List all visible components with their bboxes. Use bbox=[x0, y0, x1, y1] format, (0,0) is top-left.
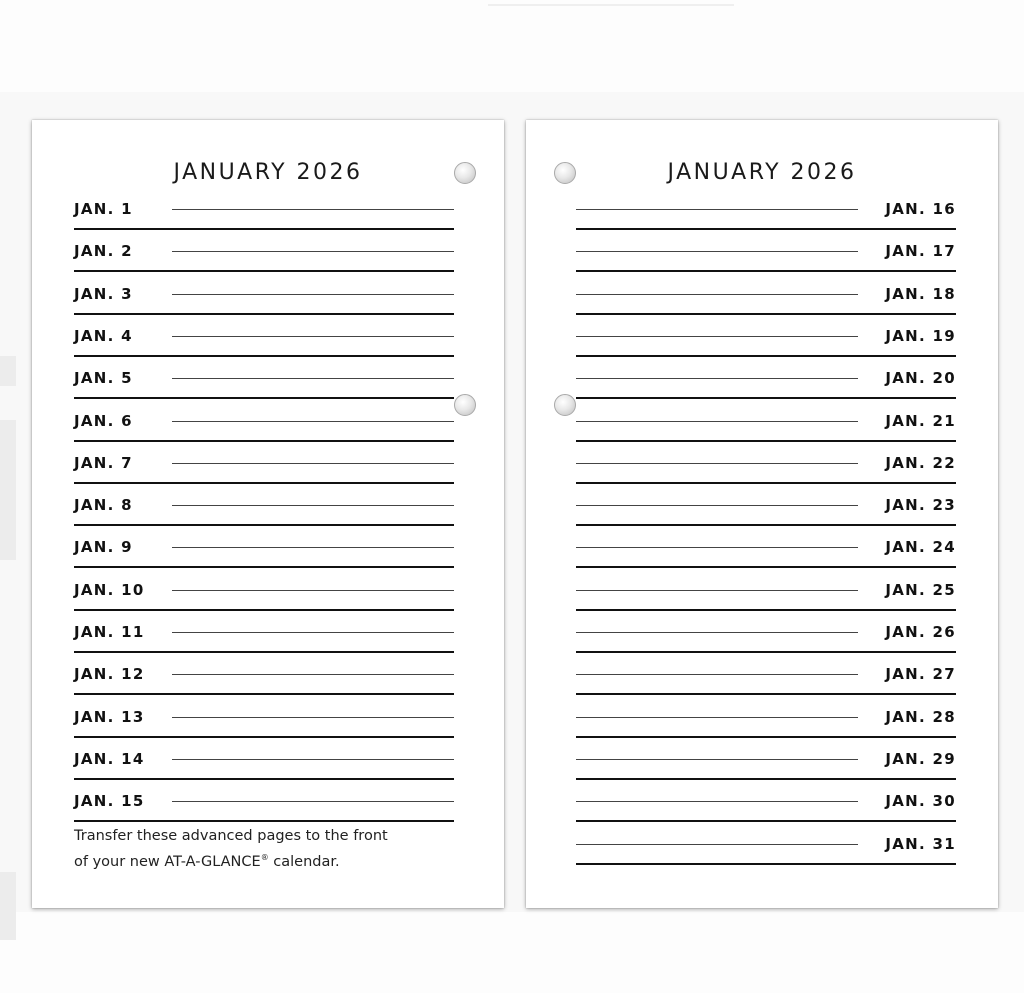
writing-line bbox=[172, 463, 454, 464]
day-row bbox=[576, 823, 956, 865]
writing-line bbox=[576, 505, 858, 506]
day-row bbox=[74, 526, 454, 568]
day-row bbox=[576, 738, 956, 780]
transfer-note-text-end: calendar. bbox=[268, 853, 340, 870]
day-label: JAN. 5 bbox=[74, 369, 133, 388]
day-label: JAN. 8 bbox=[74, 496, 133, 515]
day-row bbox=[576, 442, 956, 484]
day-label: JAN. 25 bbox=[885, 580, 956, 599]
writing-line bbox=[172, 590, 454, 591]
day-row bbox=[74, 357, 454, 399]
writing-line bbox=[576, 209, 858, 210]
day-label: JAN. 7 bbox=[74, 453, 133, 472]
day-row bbox=[576, 653, 956, 695]
day-label: JAN. 31 bbox=[885, 834, 956, 853]
day-label: JAN. 22 bbox=[885, 453, 956, 472]
day-row bbox=[576, 526, 956, 568]
day-row bbox=[576, 400, 956, 442]
day-label: JAN. 2 bbox=[74, 242, 133, 261]
day-row bbox=[576, 315, 956, 357]
background-bar bbox=[0, 420, 16, 560]
writing-line bbox=[172, 632, 454, 633]
background-rule bbox=[488, 4, 734, 6]
day-label: JAN. 11 bbox=[74, 623, 145, 641]
day-label: JAN. 28 bbox=[885, 707, 956, 726]
writing-line bbox=[576, 251, 858, 252]
day-row bbox=[576, 188, 956, 230]
writing-line bbox=[576, 801, 858, 802]
day-label: JAN. 20 bbox=[885, 369, 956, 388]
day-row bbox=[74, 653, 454, 695]
day-row bbox=[74, 188, 454, 230]
page-title: JANUARY 2026 bbox=[667, 160, 857, 185]
background-bar bbox=[0, 872, 16, 940]
calendar-page-right bbox=[526, 120, 998, 908]
day-label: JAN. 30 bbox=[885, 792, 956, 811]
day-row bbox=[74, 230, 454, 272]
day-label: JAN. 23 bbox=[885, 496, 956, 515]
day-row bbox=[576, 273, 956, 315]
writing-line bbox=[576, 378, 858, 379]
day-label: JAN. 26 bbox=[885, 623, 956, 641]
writing-line bbox=[576, 759, 858, 760]
binder-hole-icon bbox=[554, 162, 576, 184]
transfer-note-line1: Transfer these advanced pages to the front bbox=[74, 828, 388, 844]
transfer-note-line2 bbox=[74, 847, 494, 873]
transfer-note-text: of your new AT-A-GLANCE bbox=[74, 853, 261, 870]
day-label: JAN. 19 bbox=[885, 326, 956, 345]
day-row bbox=[576, 484, 956, 526]
day-label: JAN. 27 bbox=[885, 665, 956, 684]
binder-hole-icon bbox=[454, 162, 476, 184]
day-label: JAN. 12 bbox=[74, 665, 145, 684]
day-label: JAN. 24 bbox=[885, 538, 956, 557]
day-label: JAN. 1 bbox=[74, 200, 133, 218]
writing-line bbox=[172, 251, 454, 252]
day-divider bbox=[576, 863, 956, 865]
day-row bbox=[74, 696, 454, 738]
day-row bbox=[576, 780, 956, 822]
writing-line bbox=[172, 336, 454, 337]
writing-line bbox=[576, 632, 858, 633]
writing-line bbox=[576, 674, 858, 675]
day-label: JAN. 4 bbox=[74, 326, 133, 345]
writing-line bbox=[172, 421, 454, 422]
binder-hole-icon bbox=[454, 394, 476, 416]
day-label: JAN. 17 bbox=[885, 242, 956, 261]
registered-mark: ® bbox=[260, 853, 269, 862]
day-row bbox=[576, 611, 956, 653]
day-row bbox=[74, 442, 454, 484]
binder-hole-icon bbox=[554, 394, 576, 416]
writing-line bbox=[172, 674, 454, 675]
writing-line bbox=[576, 463, 858, 464]
writing-line bbox=[172, 759, 454, 760]
day-label: JAN. 29 bbox=[885, 749, 956, 768]
day-label: JAN. 10 bbox=[74, 580, 145, 599]
day-row bbox=[74, 484, 454, 526]
day-label: JAN. 6 bbox=[74, 411, 133, 430]
day-row bbox=[576, 230, 956, 272]
writing-line bbox=[172, 294, 454, 295]
calendar-page-left bbox=[32, 120, 504, 908]
day-row bbox=[74, 738, 454, 780]
writing-line bbox=[576, 336, 858, 337]
day-divider bbox=[74, 820, 454, 822]
writing-line bbox=[576, 294, 858, 295]
writing-line bbox=[172, 378, 454, 379]
day-label: JAN. 16 bbox=[885, 200, 956, 218]
day-row bbox=[74, 315, 454, 357]
day-row bbox=[74, 400, 454, 442]
writing-line bbox=[172, 547, 454, 548]
day-label: JAN. 14 bbox=[74, 749, 145, 768]
day-label: JAN. 15 bbox=[74, 792, 145, 811]
day-label: JAN. 9 bbox=[74, 538, 133, 557]
writing-line bbox=[172, 209, 454, 210]
writing-line bbox=[576, 717, 858, 718]
day-label: JAN. 13 bbox=[74, 707, 145, 726]
page-title: JANUARY 2026 bbox=[173, 160, 363, 185]
day-row bbox=[74, 780, 454, 822]
transfer-note bbox=[74, 826, 494, 873]
writing-line bbox=[172, 717, 454, 718]
day-label: JAN. 3 bbox=[74, 284, 133, 303]
day-row bbox=[576, 696, 956, 738]
day-row bbox=[576, 357, 956, 399]
day-row bbox=[74, 611, 454, 653]
writing-line bbox=[576, 547, 858, 548]
background-bar bbox=[0, 356, 16, 386]
writing-line bbox=[576, 590, 858, 591]
writing-line bbox=[576, 844, 858, 845]
day-row bbox=[74, 569, 454, 611]
day-label: JAN. 21 bbox=[885, 411, 956, 430]
writing-line bbox=[172, 505, 454, 506]
day-row bbox=[576, 569, 956, 611]
writing-line bbox=[576, 421, 858, 422]
day-label: JAN. 18 bbox=[885, 284, 956, 303]
day-row bbox=[74, 273, 454, 315]
writing-line bbox=[172, 801, 454, 802]
